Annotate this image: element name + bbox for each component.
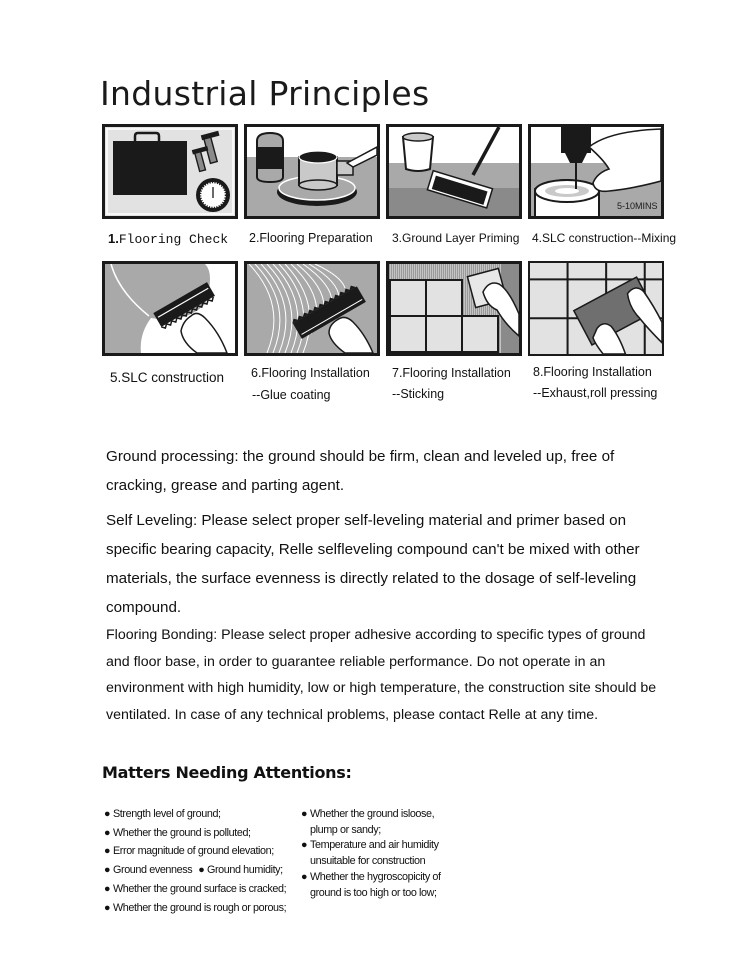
- bullet-icon: ●: [104, 808, 111, 820]
- gauge-icon: [196, 178, 230, 212]
- attention-item: ● Whether the ground isloose, plump or sandy;: [301, 808, 435, 836]
- step-5-caption: 5.SLC construction: [110, 370, 225, 385]
- bullet-icon: ●: [104, 882, 111, 895]
- self-leveling-paragraph: Self Leveling: Please select proper self-leveling material and primer based on specific bearing capacity, Relle selfleveling compound can't be mixed with other materials, the surface evenness is directly related to the dosage of self-leveling compound.: [106, 512, 640, 616]
- step-1-caption: [108, 228, 228, 250]
- bucket-icon: [257, 133, 283, 182]
- attention-heading: Matters Needing Attentions:: [102, 763, 352, 782]
- step-8-subcaption: --Exhaust,roll pressing: [533, 386, 658, 400]
- step-4-illustration: [528, 124, 664, 219]
- bullet-icon: ●: [104, 826, 111, 839]
- step-5-illustration: [102, 261, 238, 356]
- step-1-illustration: [102, 124, 238, 219]
- flooring-bonding-paragraph: Flooring Bonding: Please select proper adhesive according to specific types of ground and floor base, in order to guarantee reliable performance. Do not operate in an environment with high humidity, low or high temperature, the construction site should be ventilated. In case of any technical problems, please contact Relle at any time.: [106, 627, 657, 723]
- step-8-caption: 8.Flooring Installation: [533, 365, 652, 379]
- bullet-icon: ●: [301, 808, 308, 820]
- step-3-caption: 3.Ground Layer Priming: [392, 231, 520, 245]
- bullet-icon: ●: [104, 845, 111, 858]
- ground-processing-paragraph: Ground processing: the ground should be firm, clean and leveled up, free of cracking, grease and parting agent.: [106, 448, 615, 494]
- mixing-bucket-icon: [535, 180, 599, 216]
- step-6-subcaption: --Glue coating: [252, 388, 331, 402]
- mixing-time-badge: 5-10MINS: [617, 201, 658, 211]
- step-1-text: Flooring Check: [118, 232, 229, 247]
- step-6-caption: 6.Flooring Installation: [251, 366, 370, 380]
- primer-bucket-icon: [403, 133, 433, 171]
- step-1-number: 1.: [108, 231, 119, 246]
- attention-item: ● Ground evenness ● Ground humidity;: [104, 861, 286, 880]
- step-8-illustration: [528, 261, 664, 356]
- step-7-subcaption: --Sticking: [392, 387, 445, 401]
- step-7-caption: 7.Flooring Installation: [392, 366, 511, 380]
- step-3-illustration: [386, 124, 522, 219]
- step-6-illustration: [244, 261, 380, 356]
- attention-item: ● Whether the hygroscopicity of ground is too high or too low;: [301, 870, 441, 899]
- bullet-icon: ●: [301, 839, 308, 852]
- attention-item: ● Whether the ground is polluted;: [104, 824, 286, 843]
- step-2-caption: 2.Flooring Preparation: [249, 231, 373, 245]
- step-7-illustration: [386, 261, 522, 356]
- step-4-caption: 4.SLC construction--Mixing: [532, 231, 677, 245]
- attention-item: ● Temperature and air humidity unsuitable for construction: [301, 839, 439, 868]
- bullet-icon: ●: [301, 870, 308, 883]
- bullet-icon: ●: [198, 864, 205, 877]
- page-title: Industrial Principles: [100, 74, 430, 113]
- briefcase-icon: [113, 133, 187, 195]
- attention-item: ● Whether the ground is rough or porous;: [104, 899, 286, 918]
- attention-item: ● Whether the ground surface is cracked;: [104, 880, 286, 899]
- attention-item: ● Error magnitude of ground elevation;: [104, 842, 286, 861]
- attention-list-right: [301, 807, 451, 901]
- bullet-icon: ●: [104, 901, 111, 914]
- bullet-icon: ●: [104, 864, 111, 877]
- attention-item: ● Strength level of ground;: [104, 805, 286, 824]
- step-2-illustration: [244, 124, 380, 219]
- attention-list-left: [104, 805, 286, 917]
